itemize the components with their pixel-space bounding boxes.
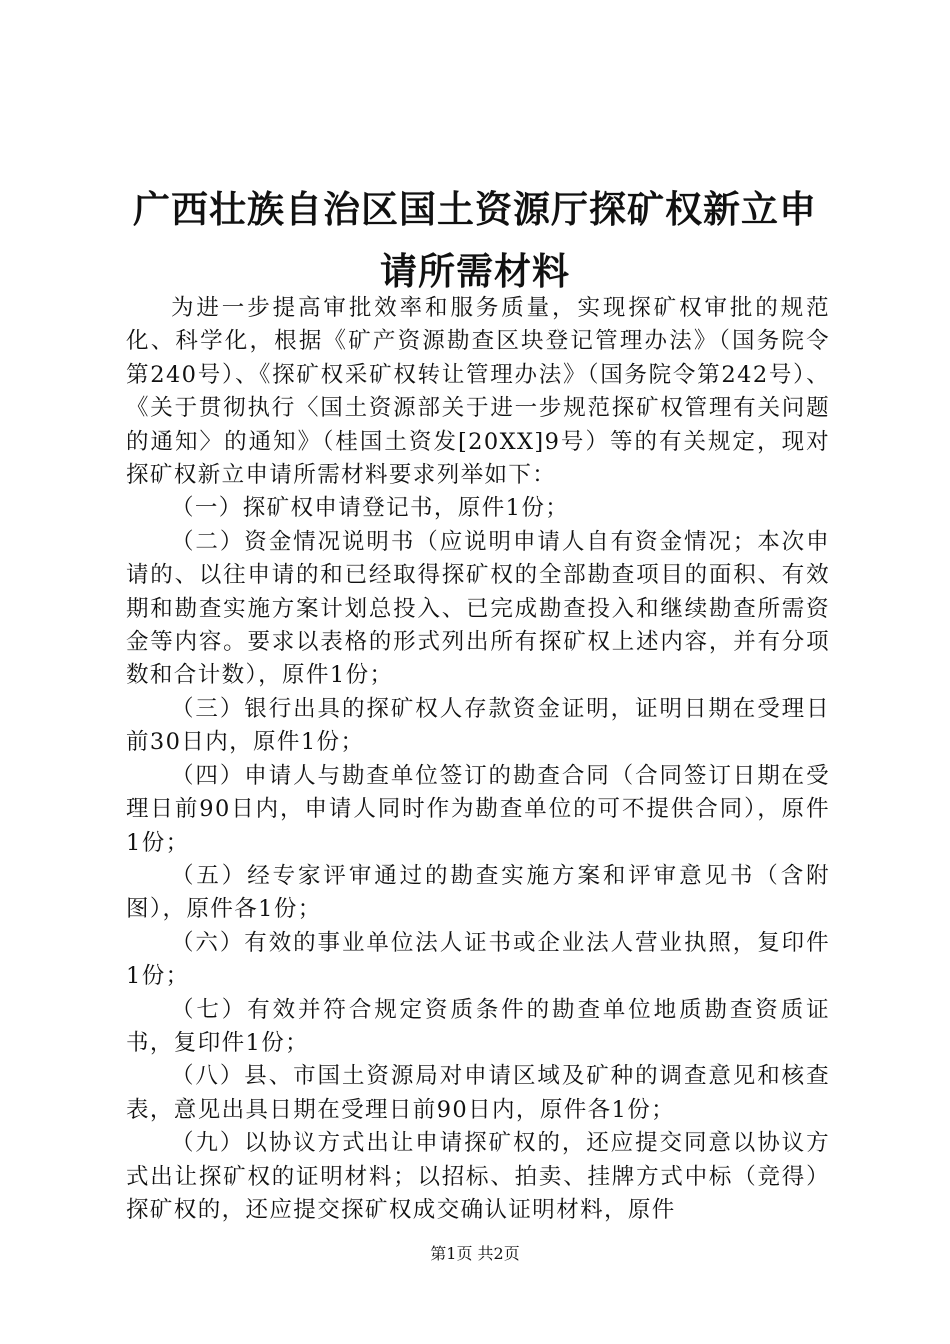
list-item: （七）有效并符合规定资质条件的勘查单位地质勘查资质证书，复印件1份；: [126, 996, 830, 1056]
list-item: （六）有效的事业单位法人证书或企业法人营业执照，复印件1份；: [126, 929, 830, 990]
page-footer: 第1页 共2页: [430, 1244, 520, 1263]
list-item: （二）资金情况说明书（应说明申请人自有资金情况；本次申请的、以往申请的和已经取得探矿权的全部勘查项目的面积、有效期和勘查实施方案计划总投入、已完成勘查投入和继续勘查所需资金等内容。要求以表格的形式列出所有探矿权上述内容，并有分项数和合计数），原件1份；: [126, 528, 830, 689]
list-item: （五）经专家评审通过的勘查实施方案和评审意见书（含附图），原件各1份；: [126, 862, 830, 923]
list-item: （九）以协议方式出让申请探矿权的，还应提交同意以协议方式出让探矿权的证明材料；以招标、拍卖、挂牌方式中标（竞得）探矿权的，还应提交探矿权成交确认证明材料，原件: [126, 1130, 830, 1223]
list-item: （三）银行出具的探矿权人存款资金证明，证明日期在受理日前30日内，原件1份；: [126, 695, 830, 756]
document-body: [126, 292, 830, 1227]
intro-paragraph: 为进一步提高审批效率和服务质量，实现探矿权审批的规范化、科学化，根据《矿产资源勘查区块登记管理办法》（国务院令第240号）、《探矿权采矿权转让管理办法》（国务院令第242号）、《关于贯彻执行〈国土资源部关于进一步规范探矿权管理有关问题的通知〉的通知》（桂国土资发[20XX]9号）等的有关规定，现对探矿权新立申请所需材料要求列举如下：: [126, 295, 830, 489]
list-item: （四）申请人与勘查单位签订的勘查合同（合同签订日期在受理日前90日内，申请人同时作为勘查单位的可不提供合同），原件1份；: [126, 762, 830, 856]
document-title: 广西壮族自治区国土资源厅探矿权新立申请所需材料: [133, 187, 817, 293]
list-item: （一）探矿权申请登记书，原件1份；: [171, 495, 570, 522]
list-item: （八）县、市国土资源局对申请区域及矿种的调查意见和核查表，意见出具日期在受理日前90日内，原件各1份；: [126, 1063, 830, 1123]
